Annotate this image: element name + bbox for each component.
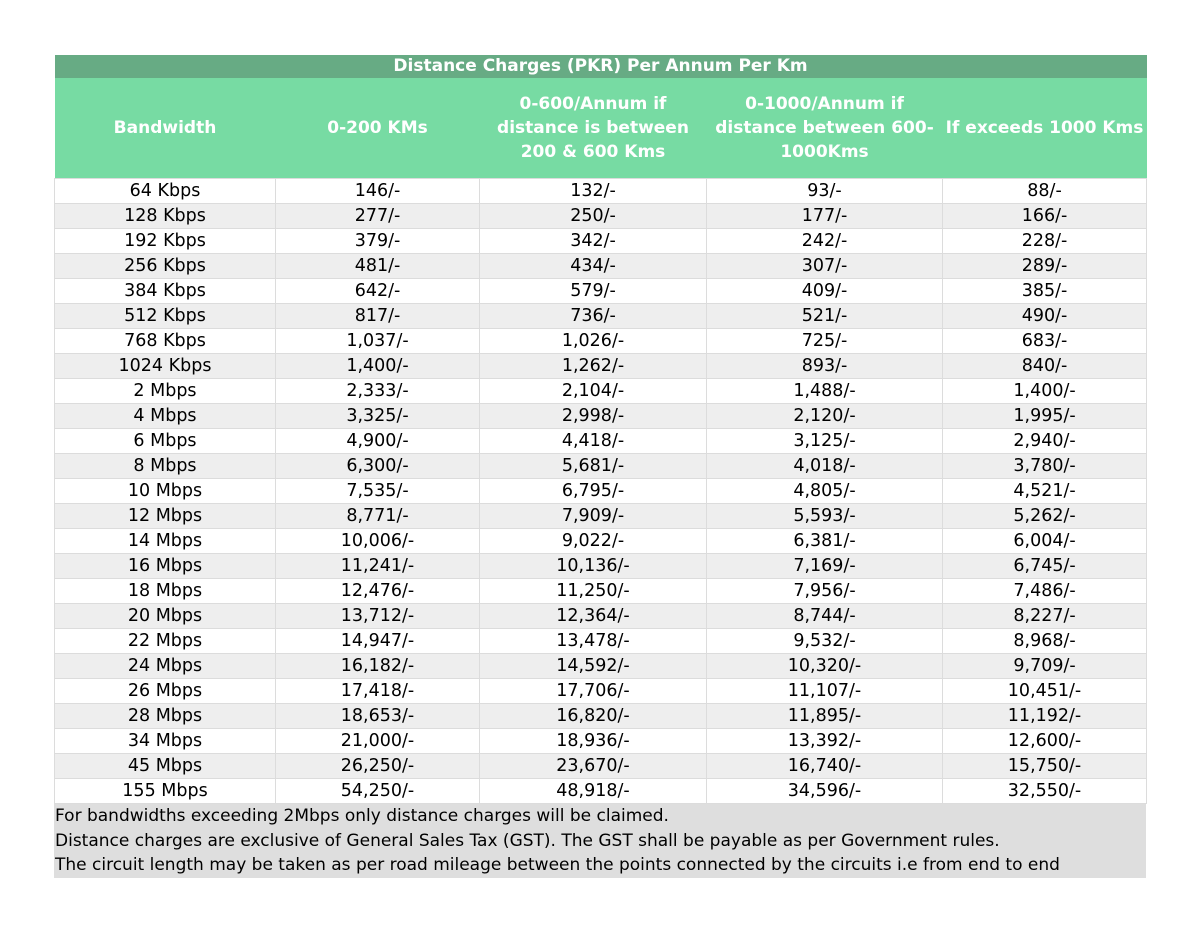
charge-0-1000-cell: 5,593/- [707,504,943,529]
charge-0-1000-cell: 7,169/- [707,554,943,579]
charge-over-1000-cell: 1,400/- [943,379,1147,404]
table-row [55,304,1147,329]
charge-0-1000-cell: 1,488/- [707,379,943,404]
charge-0-600-cell: 48,918/- [480,779,707,804]
charge-0-600-cell: 434/- [480,254,707,279]
bandwidth-cell: 512 Kbps [55,304,276,329]
charge-0-1000-cell: 177/- [707,204,943,229]
table-row [55,179,1147,204]
charge-0-1000-cell: 242/- [707,229,943,254]
charge-0-1000-cell: 725/- [707,329,943,354]
charge-0-200-cell: 2,333/- [276,379,480,404]
bandwidth-cell: 192 Kbps [55,229,276,254]
bandwidth-cell: 4 Mbps [55,404,276,429]
charge-0-1000-cell: 34,596/- [707,779,943,804]
bandwidth-cell: 26 Mbps [55,679,276,704]
charge-over-1000-cell: 6,004/- [943,529,1147,554]
charge-0-600-cell: 5,681/- [480,454,707,479]
charge-over-1000-cell: 5,262/- [943,504,1147,529]
charge-over-1000-cell: 289/- [943,254,1147,279]
table-row [55,204,1147,229]
bandwidth-cell: 128 Kbps [55,204,276,229]
charge-over-1000-cell: 385/- [943,279,1147,304]
charge-0-200-cell: 379/- [276,229,480,254]
charge-0-200-cell: 21,000/- [276,729,480,754]
table-row [55,654,1147,679]
table-row [55,354,1147,379]
charge-0-200-cell: 54,250/- [276,779,480,804]
bandwidth-cell: 18 Mbps [55,579,276,604]
charge-0-600-cell: 12,364/- [480,604,707,629]
charge-0-200-cell: 3,325/- [276,404,480,429]
charge-0-1000-cell: 4,805/- [707,479,943,504]
bandwidth-cell: 155 Mbps [55,779,276,804]
charge-0-1000-cell: 16,740/- [707,754,943,779]
charge-0-1000-cell: 8,744/- [707,604,943,629]
table-row [55,479,1147,504]
charge-0-600-cell: 6,795/- [480,479,707,504]
charge-over-1000-cell: 12,600/- [943,729,1147,754]
table-body [55,179,1147,804]
table-row [55,729,1147,754]
charge-0-1000-cell: 6,381/- [707,529,943,554]
notes-section [54,804,1146,878]
table-row [55,379,1147,404]
charge-0-600-cell: 2,104/- [480,379,707,404]
charge-over-1000-cell: 166/- [943,204,1147,229]
charge-0-1000-cell: 4,018/- [707,454,943,479]
table-row [55,779,1147,804]
table-row [55,629,1147,654]
distance-charges-sheet [54,55,1146,878]
bandwidth-cell: 10 Mbps [55,479,276,504]
charge-0-600-cell: 4,418/- [480,429,707,454]
bandwidth-cell: 28 Mbps [55,704,276,729]
header-0-200-kms: 0-200 KMs [276,78,480,179]
bandwidth-cell: 768 Kbps [55,329,276,354]
bandwidth-cell: 8 Mbps [55,454,276,479]
charge-over-1000-cell: 490/- [943,304,1147,329]
charge-0-600-cell: 14,592/- [480,654,707,679]
charge-0-200-cell: 1,037/- [276,329,480,354]
charge-over-1000-cell: 683/- [943,329,1147,354]
table-row [55,604,1147,629]
table-row [55,229,1147,254]
charge-over-1000-cell: 8,227/- [943,604,1147,629]
charge-0-200-cell: 13,712/- [276,604,480,629]
bandwidth-cell: 6 Mbps [55,429,276,454]
header-0-1000-annum: 0-1000/Annum if distance between 600-1000Kms [707,78,943,179]
charge-0-200-cell: 11,241/- [276,554,480,579]
charge-0-1000-cell: 11,107/- [707,679,943,704]
charge-0-200-cell: 642/- [276,279,480,304]
charge-0-600-cell: 16,820/- [480,704,707,729]
table-row [55,704,1147,729]
bandwidth-cell: 45 Mbps [55,754,276,779]
charge-0-600-cell: 250/- [480,204,707,229]
charge-0-200-cell: 481/- [276,254,480,279]
charge-over-1000-cell: 1,995/- [943,404,1147,429]
charge-0-600-cell: 579/- [480,279,707,304]
charge-0-200-cell: 146/- [276,179,480,204]
header-bandwidth: Bandwidth [55,78,276,179]
bandwidth-cell: 34 Mbps [55,729,276,754]
charge-0-1000-cell: 893/- [707,354,943,379]
charge-0-200-cell: 7,535/- [276,479,480,504]
charge-0-200-cell: 16,182/- [276,654,480,679]
charge-0-200-cell: 1,400/- [276,354,480,379]
charge-0-1000-cell: 521/- [707,304,943,329]
charge-0-600-cell: 10,136/- [480,554,707,579]
charge-0-200-cell: 17,418/- [276,679,480,704]
charge-0-200-cell: 14,947/- [276,629,480,654]
charge-0-600-cell: 17,706/- [480,679,707,704]
charge-0-600-cell: 132/- [480,179,707,204]
charge-0-1000-cell: 307/- [707,254,943,279]
charge-over-1000-cell: 3,780/- [943,454,1147,479]
bandwidth-cell: 16 Mbps [55,554,276,579]
bandwidth-cell: 14 Mbps [55,529,276,554]
charge-0-200-cell: 26,250/- [276,754,480,779]
charge-over-1000-cell: 11,192/- [943,704,1147,729]
table-row [55,454,1147,479]
header-exceeds-1000-kms: If exceeds 1000 Kms [943,78,1147,179]
charge-0-200-cell: 8,771/- [276,504,480,529]
bandwidth-cell: 1024 Kbps [55,354,276,379]
table-row [55,504,1147,529]
charge-over-1000-cell: 88/- [943,179,1147,204]
bandwidth-cell: 24 Mbps [55,654,276,679]
charge-0-1000-cell: 3,125/- [707,429,943,454]
charge-0-600-cell: 18,936/- [480,729,707,754]
table-row [55,404,1147,429]
charge-over-1000-cell: 8,968/- [943,629,1147,654]
table-row [55,529,1147,554]
header-0-600-annum: 0-600/Annum if distance is between 200 & 600 Kms [480,78,707,179]
table-title: Distance Charges (PKR) Per Annum Per Km [55,55,1147,78]
charge-0-1000-cell: 10,320/- [707,654,943,679]
bandwidth-cell: 20 Mbps [55,604,276,629]
charge-0-600-cell: 23,670/- [480,754,707,779]
note-line: Distance charges are exclusive of General Sales Tax (GST). The GST shall be payable as per Government rules. [55,830,1000,851]
charge-0-1000-cell: 9,532/- [707,629,943,654]
charge-over-1000-cell: 4,521/- [943,479,1147,504]
charge-0-200-cell: 277/- [276,204,480,229]
note-line: For bandwidths exceeding 2Mbps only distance charges will be claimed. [55,806,669,826]
charge-0-200-cell: 10,006/- [276,529,480,554]
charge-0-600-cell: 13,478/- [480,629,707,654]
charge-over-1000-cell: 2,940/- [943,429,1147,454]
table-row [55,279,1147,304]
table-row [55,429,1147,454]
table-row [55,579,1147,604]
table-row [55,554,1147,579]
charge-over-1000-cell: 840/- [943,354,1147,379]
table-header-row [55,78,1147,179]
charge-0-200-cell: 817/- [276,304,480,329]
charge-0-1000-cell: 7,956/- [707,579,943,604]
charge-0-600-cell: 736/- [480,304,707,329]
table-row [55,679,1147,704]
charge-0-1000-cell: 93/- [707,179,943,204]
charge-over-1000-cell: 228/- [943,229,1147,254]
charge-0-600-cell: 9,022/- [480,529,707,554]
charge-over-1000-cell: 10,451/- [943,679,1147,704]
table-row [55,754,1147,779]
bandwidth-cell: 12 Mbps [55,504,276,529]
bandwidth-cell: 384 Kbps [55,279,276,304]
charge-over-1000-cell: 32,550/- [943,779,1147,804]
charge-0-1000-cell: 11,895/- [707,704,943,729]
charge-0-1000-cell: 13,392/- [707,729,943,754]
charge-0-600-cell: 342/- [480,229,707,254]
bandwidth-cell: 256 Kbps [55,254,276,279]
charge-0-1000-cell: 409/- [707,279,943,304]
charge-over-1000-cell: 9,709/- [943,654,1147,679]
charge-over-1000-cell: 15,750/- [943,754,1147,779]
charge-0-600-cell: 2,998/- [480,404,707,429]
charge-over-1000-cell: 6,745/- [943,554,1147,579]
table-title-row [55,55,1147,78]
charge-0-600-cell: 11,250/- [480,579,707,604]
table-row [55,254,1147,279]
charge-0-200-cell: 18,653/- [276,704,480,729]
table-row [55,329,1147,354]
charge-over-1000-cell: 7,486/- [943,579,1147,604]
bandwidth-cell: 64 Kbps [55,179,276,204]
charge-0-600-cell: 7,909/- [480,504,707,529]
bandwidth-cell: 2 Mbps [55,379,276,404]
charge-0-600-cell: 1,026/- [480,329,707,354]
bandwidth-cell: 22 Mbps [55,629,276,654]
charge-0-200-cell: 6,300/- [276,454,480,479]
charge-0-1000-cell: 2,120/- [707,404,943,429]
note-line: The circuit length may be taken as per road mileage between the points connected by the circuits i.e from end to end [55,855,1060,875]
charge-0-600-cell: 1,262/- [480,354,707,379]
charge-0-200-cell: 12,476/- [276,579,480,604]
charge-0-200-cell: 4,900/- [276,429,480,454]
distance-charges-table [54,55,1147,804]
